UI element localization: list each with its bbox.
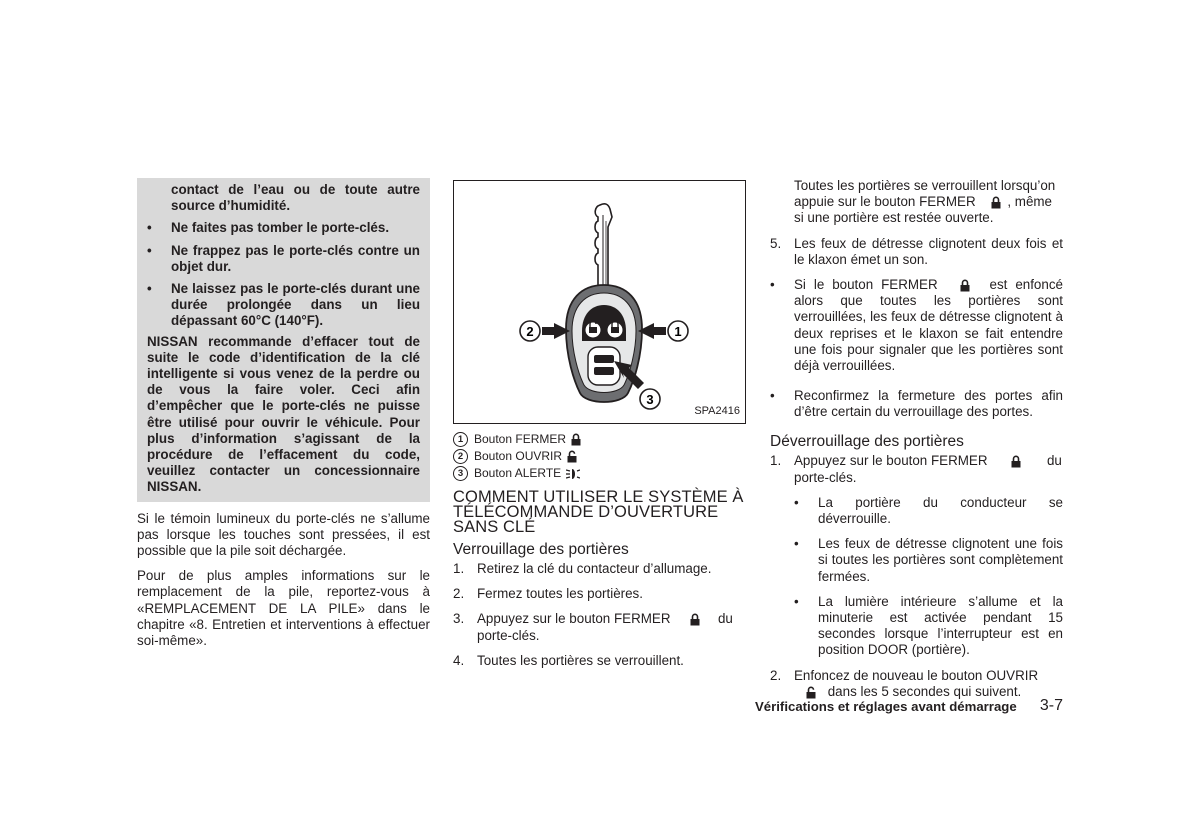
page-number: 3-7 — [1039, 697, 1063, 714]
callout-1 — [668, 321, 688, 341]
info-bullet: • Si le bouton FERMER est enfoncé alors que toutes les portières sont verrouillées, les feux de détresse clignotent à deux reprises et le klaxon se fait entendre une fois pour signaler que les portières sont déjà verrouillées. — [770, 277, 1063, 374]
svg-text:3: 3 — [646, 392, 654, 407]
legend-item — [453, 465, 746, 482]
legend-label: Bouton FERMER — [474, 432, 567, 446]
right-column — [770, 178, 1063, 700]
battery-reference-paragraph: Pour de plus amples informations sur le remplacement de la pile, reportez-vous à «REMPLACEMENT DE LA PILE» dans le chapitre «8. Entretien et interventions à effectuer soi-même». — [137, 568, 430, 649]
lock-closed-icon — [960, 279, 970, 292]
step-item: 1. Appuyez sur le bouton FERMER du porte-clés. — [770, 453, 1062, 485]
sub-bullet: • Les feux de détresse clignotent une fois si toutes les portières sont complètement fermées. — [770, 536, 1063, 585]
callout-2 — [520, 321, 540, 341]
legend-label: Bouton OUVRIR — [474, 449, 563, 463]
svg-text:1: 1 — [674, 324, 682, 339]
warning-box — [137, 178, 430, 502]
warning-note: NISSAN recommande d’effacer tout de suite le code d’identification de la clé intelligente si vous venez de la perdre ou de vous la faire voler. Ceci afin d’empêcher que le porte-clés ne puisse être utilisé pour ouvrir le véhicule. Pour plus d’information s’agissant de la procédure de l’effacement du code, veuillez contacter un concessionnaire NISSAN. — [147, 333, 420, 495]
warning-bullet: • Ne frappez pas le porte-clés contre un objet dur. — [147, 243, 420, 275]
svg-text:2: 2 — [526, 324, 534, 339]
step-continuation: Toutes les portières se verrouillent lorsqu’on appuie sur le bouton FERMER , même si une portière est restée ouverte. — [794, 178, 1056, 226]
sub-bullet: • La portière du conducteur se déverrouille. — [770, 495, 1063, 527]
warning-intro: contact de l’eau ou de toute autre source d’humidité. — [171, 182, 420, 214]
step-item: 1. Retirez la clé du contacteur d’allumage. — [453, 561, 712, 576]
step-item: 2. Enfoncez de nouveau le bouton OUVRIR dans les 5 secondes qui suivent. — [770, 667, 1039, 699]
subsection-heading: Verrouillage des portières — [453, 541, 629, 558]
lock-closed-icon — [991, 196, 1001, 209]
legend-label: Bouton ALERTE — [474, 466, 562, 480]
key-fob-illustration — [454, 181, 745, 423]
left-column — [137, 178, 430, 649]
step-item: 3. Appuyez sur le bouton FERMER du porte-clés. — [453, 611, 733, 643]
info-bullet: • Reconfirmez la fermeture des portes afin d’être certain du verrouillage des portes. — [770, 388, 1063, 420]
warning-bullet: • Ne laissez pas le porte-clés durant une durée prolongée dans un lieu dépassant 60°C (140°F). — [147, 281, 420, 330]
lock-closed-icon — [571, 433, 581, 446]
lock-closed-icon — [1011, 455, 1021, 468]
step-item: 5. Les feux de détresse clignotent deux fois et le klaxon émet un son. — [770, 235, 1063, 267]
sub-bullet: • La lumière intérieure s’allume et la minuterie est activée pendant 15 secondes lorsque l’interrupteur est en position DOOR (portière). — [770, 594, 1063, 659]
callout-3 — [640, 389, 660, 409]
subsection-heading: Déverrouillage des portières — [770, 433, 964, 451]
footer-section-title: Vérifications et réglages avant démarrage — [755, 698, 1017, 714]
legend-item — [453, 448, 746, 465]
alarm-icon — [566, 468, 580, 480]
key-fob-figure — [453, 180, 746, 424]
figure-code: SPA2416 — [694, 404, 740, 417]
lock-open-icon — [567, 450, 577, 463]
battery-paragraph: Si le témoin lumineux du porte-clés ne s’allume pas lorsque les touches sont pressées, il est possible que la pile soit déchargée. — [137, 510, 430, 559]
legend-item — [453, 431, 746, 448]
step-item: 2. Fermez toutes les portières. — [453, 586, 643, 602]
page-footer — [755, 697, 1063, 715]
lock-closed-icon — [690, 613, 700, 626]
middle-column — [453, 178, 746, 669]
legend-number: 3 — [453, 466, 468, 481]
section-heading: COMMENT UTILISER LE SYSTÈME À TÉLÉCOMMANDE D’OUVERTURE SANS CLÉ — [453, 488, 744, 536]
warning-bullet: • Ne faites pas tomber le porte-clés. — [147, 220, 420, 236]
figure-legend — [453, 431, 746, 482]
legend-number: 1 — [453, 432, 468, 447]
legend-number: 2 — [453, 449, 468, 464]
step-item: 4. Toutes les portières se verrouillent. — [453, 652, 684, 668]
